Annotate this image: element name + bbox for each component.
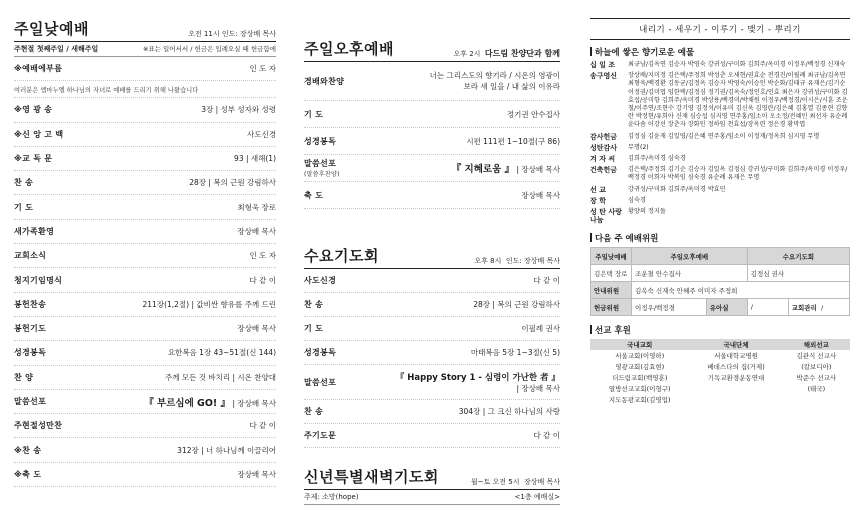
duty-prayer-sunday: 김은택 장로 bbox=[591, 265, 632, 282]
worship-order-row bbox=[14, 390, 276, 414]
order-item-value bbox=[384, 275, 560, 286]
wednesday-order-list bbox=[304, 269, 560, 448]
order-item-value bbox=[90, 299, 276, 310]
offering-names: 장상배/지미정 김은택/주정희 박성춘 오세현/권효순 전경진/이필례 최규남/김옥연 최형욱/백경환 김동균/김정옥 김승자 박영숙/이승인 박순화/김태규 유재은/김기순 이정권/김미엽 임한택/김정심 정기권/김옥숙/정인호/인효 최은자 강귀성/구미화 김효섭/공미항 김희주/옥미경 박상용/백경미/박채원 이정우/백정경/이시은/시훈 조운철/이주연/조현수 강기영 김정석/이유미 김신욱 김영란/김은혜 김홍열 김종현 김향란 박정현/유희아 신재 심승섭 심지영 연주홍/임소이 오소정/전혜민 최선자 유순례 윤다솜 이강선 장춘자 장화인 정하임 천효섭/장옥련 정은경 황막엽 bbox=[628, 72, 848, 129]
wednesday-order-row bbox=[304, 293, 560, 317]
order-item-label: ※영 광 송 bbox=[14, 105, 53, 115]
order-item-text: | 장상배 목사 bbox=[516, 383, 560, 393]
worship-order-row bbox=[14, 195, 276, 219]
order-item-text: 다 같 이 bbox=[533, 276, 560, 285]
order-item-label: 찬 송 bbox=[14, 178, 34, 188]
offerings-list bbox=[590, 61, 850, 224]
order-item-label: 찬 송 bbox=[304, 407, 324, 416]
worship-order-row bbox=[14, 293, 276, 317]
order-item-label: 성경봉독 bbox=[14, 348, 47, 358]
order-item-label: ※신 앙 고 백 bbox=[14, 129, 64, 139]
order-item-text: 다 같 이 bbox=[249, 275, 276, 285]
offering-label: 겨 자 씨 bbox=[590, 155, 616, 164]
offering-names: 김정심 김윤재 김일영/김은혜 연주홍/임소이 이정재/정옥희 심지영 무명 bbox=[628, 132, 820, 140]
sunday-worship-header bbox=[14, 18, 276, 42]
order-item-value bbox=[384, 190, 560, 201]
missions-cell bbox=[689, 383, 782, 394]
dawn-prayer-location: <1층 예배실> bbox=[514, 493, 560, 501]
order-item-value bbox=[90, 420, 276, 431]
order-item-value bbox=[90, 445, 276, 456]
offering-row bbox=[590, 133, 850, 141]
offering-label: 십 일 조 bbox=[590, 61, 616, 69]
next-duty-title: 다음 주 예배위원 bbox=[590, 232, 850, 244]
offering-row bbox=[590, 186, 850, 194]
offering-names: 황양의 정지돌 bbox=[628, 208, 666, 216]
order-item-value bbox=[384, 299, 560, 310]
worship-order-row bbox=[14, 366, 276, 390]
offering-row bbox=[590, 208, 850, 224]
worship-order-row bbox=[14, 244, 276, 268]
order-item-text: 장상배 목사 bbox=[521, 190, 560, 200]
order-item-text-2: 보라 새 일을 / 내 삶의 이유라 bbox=[463, 82, 560, 91]
order-item-label: ※예배에부름 bbox=[14, 64, 63, 74]
order-item-label-text: 성경봉독 bbox=[304, 136, 337, 146]
afternoon-order-row bbox=[304, 101, 560, 128]
offering-row bbox=[590, 155, 850, 163]
offering-row bbox=[590, 197, 850, 205]
sermon-title: 『 부르심에 GO! 』 bbox=[144, 397, 231, 409]
order-item-text: 최형욱 장로 bbox=[237, 202, 276, 212]
order-item-label: 말씀선포 bbox=[304, 377, 337, 387]
worship-order-row bbox=[14, 98, 276, 122]
order-item-label: 성경봉독 bbox=[304, 348, 337, 357]
afternoon-worship-title: 주일오후예배 bbox=[304, 40, 394, 58]
duty-header-wednesday: 수요기도회 bbox=[747, 248, 849, 265]
offering-names: 최규남/김옥연 김승자 박영숙 강귀성/구미화 김희주/옥미경 이정우/백정경 신재숙 bbox=[628, 61, 846, 68]
duty-header-sunday: 주일낮예배 bbox=[591, 248, 632, 265]
order-item-label: 주기도문 bbox=[304, 431, 337, 440]
dawn-prayer-presider: 장상배 목사 bbox=[523, 478, 560, 486]
afternoon-worship-time: 오후 2시 bbox=[453, 50, 481, 58]
worship-order-row bbox=[14, 147, 276, 171]
vision-banner: 내리기 - 세우기 - 이루기 - 맺기 - 뿌리기 bbox=[590, 18, 850, 40]
order-item-text: 다 같 이 bbox=[533, 431, 560, 440]
order-item-value bbox=[384, 161, 560, 175]
worship-order-row bbox=[14, 438, 276, 462]
order-item-text: 이필례 권사 bbox=[521, 324, 560, 333]
order-item-text: 93 | 새해(1) bbox=[234, 154, 276, 164]
offering-label: 성탄감사 bbox=[590, 143, 618, 152]
offering-label: 송구영신 bbox=[590, 72, 618, 81]
order-item-text: 211장(1,2절) | 값비싼 향유를 주께 드린 bbox=[142, 299, 276, 309]
order-item-value bbox=[90, 129, 276, 140]
dawn-prayer-theme-row bbox=[304, 492, 560, 505]
order-item-label: 찬 양 bbox=[14, 372, 34, 382]
afternoon-worship-presider: 다드림 찬양단과 함께 bbox=[484, 49, 560, 58]
duty-header-afternoon: 주일오후예배 bbox=[632, 248, 748, 265]
order-item-text: 인 도 자 bbox=[249, 251, 276, 261]
sermon-title: 『 Happy Story 1 - 심령이 가난한 者 』 bbox=[395, 372, 560, 383]
wednesday-order-row bbox=[304, 269, 560, 293]
wednesday-order-row bbox=[304, 424, 560, 448]
order-item-text: 인 도 자 bbox=[249, 64, 276, 74]
order-item-value bbox=[90, 153, 276, 164]
order-item-label bbox=[304, 136, 384, 147]
missions-row bbox=[590, 361, 850, 372]
afternoon-order-row bbox=[304, 182, 560, 209]
missions-cell: (칼보디아) bbox=[801, 363, 832, 372]
offering-names: 강귀성/구미화 김희주/옥미경 박효민 bbox=[628, 185, 726, 193]
manage-value: / bbox=[820, 303, 824, 312]
offering-names: 무명(2) bbox=[628, 143, 649, 151]
order-item-label: ※축 도 bbox=[14, 469, 42, 479]
dawn-prayer-time: 월~토 오전 5시 bbox=[470, 478, 520, 486]
next-duty-table bbox=[590, 247, 850, 316]
worship-order-row bbox=[14, 171, 276, 195]
missions-cell bbox=[689, 394, 782, 405]
missions-row bbox=[590, 383, 850, 394]
afternoon-order-row bbox=[304, 155, 560, 182]
dawn-prayer-theme: 주제: 소망(hope) bbox=[304, 493, 359, 501]
order-item-label: 기 도 bbox=[14, 202, 34, 212]
missions-header-domestic-org: 국내단체 bbox=[689, 339, 782, 350]
offering-row bbox=[590, 72, 850, 129]
duty-prayer-afternoon: 조운철 안수집사 bbox=[632, 265, 748, 282]
order-item-value bbox=[90, 250, 276, 261]
order-item-value bbox=[90, 177, 276, 188]
order-item-value bbox=[384, 371, 560, 394]
order-item-text: 요한복음 1장 43~51절(신 144) bbox=[167, 348, 276, 358]
offering-label: 장 학 bbox=[590, 196, 606, 205]
order-item-text: | 장상배 목사 bbox=[516, 165, 560, 174]
order-item-text: 28장 | 복의 근원 강림하사 bbox=[473, 300, 560, 309]
missions-cell: 베데스다의 집(거제) bbox=[707, 363, 765, 372]
order-item-text: 장상배 목사 bbox=[237, 226, 276, 236]
order-item-label-text: 경배와찬양 bbox=[304, 76, 345, 86]
info-column bbox=[590, 0, 850, 481]
order-item-text: 시편 111편 1~10절(구 86) bbox=[466, 136, 560, 146]
offering-label: 성 탄 사랑나눔 bbox=[590, 208, 622, 225]
guide-value: 김옥숙 신재숙 안혜주 이미자 주정희 bbox=[632, 282, 850, 299]
sunday-worship-time: 오전 11시 bbox=[188, 30, 220, 38]
missions-row bbox=[590, 372, 850, 383]
missions-cell: 김관식 선교사 bbox=[796, 352, 837, 361]
order-item-label: 주현절성만찬 bbox=[14, 421, 63, 431]
wednesday-worship-header bbox=[304, 245, 560, 269]
offering-row bbox=[590, 166, 850, 182]
guide-label: 안내위원 bbox=[591, 282, 632, 299]
order-item-text: 정기권 안수집사 bbox=[506, 109, 560, 119]
week-label: 주현절 첫째주일 / 새해주일 bbox=[14, 45, 99, 53]
missions-table bbox=[590, 339, 850, 405]
order-item-text: 다 같 이 bbox=[249, 421, 276, 431]
order-item-value bbox=[90, 372, 276, 383]
order-item-value bbox=[384, 136, 560, 147]
order-item-label bbox=[304, 109, 384, 120]
sunday-order-list bbox=[14, 57, 276, 487]
order-item-label: 교회소식 bbox=[14, 251, 47, 261]
offering-row bbox=[590, 144, 850, 152]
wednesday-order-row bbox=[304, 400, 560, 424]
order-item-text: 너는 그리스도의 향기라 / 시온의 영광이 bbox=[429, 71, 560, 80]
order-item-value bbox=[384, 430, 560, 441]
missions-cell: (태국) bbox=[807, 385, 826, 394]
missions-row bbox=[590, 350, 850, 361]
sermon-title: 『 지혜로움 』 bbox=[451, 164, 515, 175]
wednesday-worship-title: 수요기도회 bbox=[304, 247, 379, 265]
afternoon-worship-header bbox=[304, 38, 560, 62]
missions-row bbox=[590, 394, 850, 405]
order-item-label bbox=[304, 158, 384, 178]
worship-order-row bbox=[14, 414, 276, 438]
week-note: ※표는 일어서서 / 헌금은 입례오실 때 헌금함에 bbox=[142, 45, 276, 53]
order-item-text: 사도신경 bbox=[247, 129, 276, 139]
offering-label: 건축헌금 bbox=[590, 166, 618, 175]
order-item-label: 청지기임명식 bbox=[14, 275, 63, 285]
order-item-label: 찬 송 bbox=[304, 300, 324, 309]
order-item-value bbox=[90, 63, 276, 74]
wednesday-order-row bbox=[304, 317, 560, 341]
missions-cell: 서울교회(이영하) bbox=[615, 352, 665, 361]
order-item-text: | 장상배 목사 bbox=[232, 398, 276, 408]
wednesday-order-row bbox=[304, 341, 560, 365]
sunday-week-row bbox=[14, 44, 276, 57]
order-item-label: 사도신경 bbox=[304, 276, 337, 285]
order-item-text: 28장 | 복의 근원 강림하사 bbox=[189, 178, 276, 188]
order-item-label: 새가족환영 bbox=[14, 226, 55, 236]
worship-order-row bbox=[14, 317, 276, 341]
order-item-label: 말씀선포 bbox=[14, 397, 47, 406]
wednesday-worship-presider: 인도: 장상배 목사 bbox=[505, 257, 560, 265]
offering-names: 김은택/주정희 김기순 김승자 김일옥 김정심 강귀성/구미화 김희주/옥미경 이정우/백정경 이희자 박복임 심숙경 유순례 유재은 무명 bbox=[628, 166, 848, 182]
offering-label: 선 교 bbox=[590, 185, 606, 194]
worship-order-row bbox=[14, 268, 276, 292]
order-item-text: 마태복음 5장 1~3절(신 5) bbox=[470, 348, 560, 357]
duty-prayer-wednesday: 김정심 권사 bbox=[747, 265, 849, 282]
afternoon-order-row bbox=[304, 62, 560, 101]
offering-label: 헌금위원 bbox=[591, 299, 632, 316]
order-item-label: 봉헌찬송 bbox=[14, 299, 47, 309]
sunday-worship-column bbox=[14, 0, 276, 481]
order-item-value bbox=[384, 323, 560, 334]
order-item-label bbox=[304, 190, 384, 201]
order-item-label: ※교 독 문 bbox=[14, 154, 53, 164]
order-item-label bbox=[304, 76, 384, 87]
order-item-text: 312장 | 너 하나님께 이끌리어 bbox=[177, 445, 276, 455]
worship-order-row bbox=[14, 341, 276, 365]
order-item-value bbox=[90, 395, 276, 409]
order-item-value bbox=[384, 406, 560, 417]
order-item-label: 기 도 bbox=[304, 324, 324, 333]
order-item-text: 장상배 목사 bbox=[237, 324, 276, 334]
order-item-value bbox=[384, 347, 560, 358]
missions-cell: 영광교회(김효현) bbox=[615, 363, 665, 372]
order-item-value bbox=[90, 202, 276, 213]
offering-row bbox=[590, 61, 850, 69]
missions-title: 선교 후원 bbox=[590, 324, 850, 336]
missions-cell: 박준수 선교사 bbox=[796, 374, 837, 383]
order-item-value bbox=[384, 70, 560, 92]
offering-names: 김희주/옥미경 심숙경 bbox=[628, 155, 686, 163]
order-item-value bbox=[90, 226, 276, 237]
dawn-prayer-title: 신년특별새벽기도회 bbox=[304, 468, 439, 486]
dawn-prayer-header bbox=[304, 466, 560, 490]
sunday-worship-title: 주일낮예배 bbox=[14, 20, 89, 38]
missions-header-overseas: 해외선교 bbox=[783, 339, 850, 350]
kids-room-label: 유아실 bbox=[706, 299, 747, 316]
offering-value: 이정우/백정경 bbox=[632, 299, 707, 316]
order-item-label-sub: (말씀후찬양) bbox=[304, 171, 340, 178]
worship-order-row bbox=[14, 463, 276, 487]
worship-call-note: 여러분은 엠마누엘 하나님의 자녀로 예배를 드리기 위해 나왔습니다 bbox=[14, 81, 276, 98]
offerings-title: 하늘에 쌓은 향기로운 예물 bbox=[590, 46, 850, 58]
missions-cell: 더드림교회(백영훈) bbox=[612, 374, 668, 383]
order-item-label-text: 축 도 bbox=[304, 190, 324, 200]
order-item-text: 304장 | 그 크신 하나님의 사랑 bbox=[458, 407, 560, 416]
order-item-value bbox=[384, 109, 560, 120]
worship-order-row bbox=[14, 57, 276, 81]
order-item-value bbox=[90, 275, 276, 286]
order-item-text: 장상배 목사 bbox=[237, 469, 276, 479]
order-item-label-text: 기 도 bbox=[304, 109, 324, 119]
manage-label: 교회관리 bbox=[791, 303, 817, 312]
missions-cell bbox=[783, 394, 850, 405]
worship-order-row bbox=[14, 220, 276, 244]
kids-room-value: / bbox=[747, 299, 788, 316]
order-item-label-text: 말씀선포 bbox=[304, 159, 337, 168]
afternoon-order-row bbox=[304, 128, 560, 155]
other-worship-column bbox=[304, 0, 560, 501]
sunday-worship-presider: 인도: 장상배 목사 bbox=[221, 30, 276, 38]
worship-order-row bbox=[14, 123, 276, 147]
order-item-text: 3장 | 성부 성자와 성령 bbox=[201, 105, 276, 115]
wednesday-worship-time: 오후 8시 bbox=[474, 257, 502, 265]
order-item-label: 봉헌기도 bbox=[14, 324, 47, 334]
offering-label: 감사헌금 bbox=[590, 132, 618, 141]
afternoon-order-list bbox=[304, 62, 560, 209]
wednesday-order-row bbox=[304, 365, 560, 400]
missions-header-domestic-church: 국내교회 bbox=[590, 339, 689, 350]
missions-cell: 지도동광교회(김영업) bbox=[608, 396, 671, 405]
order-item-label: ※찬 송 bbox=[14, 445, 42, 455]
offering-names: 심숙경 bbox=[628, 196, 646, 204]
missions-cell: 열방선교교회(이형구) bbox=[608, 385, 671, 394]
order-item-value bbox=[90, 104, 276, 115]
order-item-value bbox=[90, 469, 276, 480]
order-item-value bbox=[90, 323, 276, 334]
missions-cell: 서울대학교병원 bbox=[714, 352, 759, 361]
order-item-text: 주께 모든 것 바치리 | 시온 찬양대 bbox=[164, 372, 276, 382]
missions-cell: 기독교환경운동연대 bbox=[707, 374, 765, 383]
order-item-value bbox=[90, 347, 276, 358]
